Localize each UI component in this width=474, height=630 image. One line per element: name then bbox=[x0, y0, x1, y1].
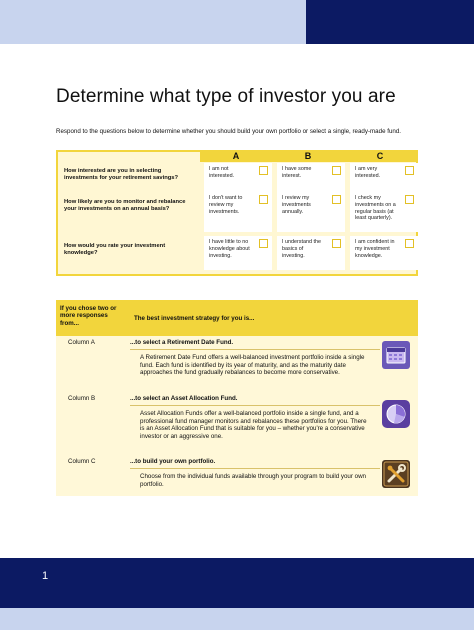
strategy-column-label: Column C bbox=[68, 458, 96, 465]
answer-checkbox[interactable] bbox=[259, 239, 268, 248]
strategy-description: Asset Allocation Funds offer a well-balanced portfolio inside a single fund, and a professional fund manager monitors and rebalances these portfolios for you. There is an Asset Allocation Fund that is suitable for you – whether you're a conservative investor or an aggressive one. bbox=[140, 410, 367, 440]
header-band-dark bbox=[306, 0, 474, 44]
calendar-icon bbox=[382, 341, 410, 369]
answer-checkbox[interactable] bbox=[405, 239, 414, 248]
answer-checkbox[interactable] bbox=[332, 166, 341, 175]
strategy-header-left: If you chose two or more responses from... bbox=[60, 305, 117, 327]
answer-option-b[interactable] bbox=[277, 192, 345, 232]
question-label: How would you rate your investment knowledge? bbox=[64, 243, 166, 256]
answer-text: I am not interested. bbox=[209, 166, 235, 179]
answer-text: I have some interest. bbox=[282, 166, 312, 179]
answer-text: I check my investments on a regular basis (at least quarterly). bbox=[355, 195, 396, 222]
question-label: How interested are you in selecting investments for your retirement savings? bbox=[64, 168, 179, 181]
page-number: 1 bbox=[42, 570, 49, 582]
strategy-header-right: The best investment strategy for you is... bbox=[134, 315, 255, 322]
answer-checkbox[interactable] bbox=[259, 166, 268, 175]
strategy-title: ...to select a Retirement Date Fund. bbox=[130, 339, 234, 346]
strategy-description: Choose from the individual funds available through your program to build your own portfolio. bbox=[140, 473, 366, 488]
page-title: Determine what type of investor you are bbox=[56, 86, 396, 107]
answer-text: I don't want to review my investments. bbox=[209, 195, 243, 215]
strategy-title: ...to select an Asset Allocation Fund. bbox=[130, 395, 238, 402]
answer-option-b[interactable] bbox=[277, 236, 345, 270]
column-header-a: A bbox=[200, 150, 272, 162]
strategy-description: A Retirement Date Fund offers a well-balanced investment portfolio inside a single fund. Each fund is identified by its year of maturity, and as the maturity date approaches the fund gradually rebalances to become more conservative. bbox=[140, 354, 365, 377]
divider bbox=[130, 349, 380, 350]
answer-checkbox[interactable] bbox=[405, 195, 414, 204]
answer-text: I review my investments annually. bbox=[282, 195, 311, 215]
strategy-column-label: Column A bbox=[68, 339, 95, 346]
strategy-column-label: Column B bbox=[68, 395, 96, 402]
answer-text: I am confident in my investment knowledge. bbox=[355, 239, 395, 259]
footer-band-light bbox=[0, 608, 474, 630]
answer-option-c[interactable] bbox=[350, 192, 418, 232]
divider bbox=[130, 405, 380, 406]
answer-text: I am very interested. bbox=[355, 166, 381, 179]
answer-option-a[interactable] bbox=[204, 192, 272, 232]
answer-checkbox[interactable] bbox=[405, 166, 414, 175]
answer-text: I have little to no knowledge about investing. bbox=[209, 239, 250, 259]
answer-text: I understand the basics of investing. bbox=[282, 239, 321, 259]
questionnaire-column-headers bbox=[200, 150, 416, 162]
footer-band-dark bbox=[0, 558, 474, 608]
pie-chart-icon bbox=[382, 400, 410, 428]
column-header-b: B bbox=[272, 150, 344, 162]
divider bbox=[130, 468, 380, 469]
answer-option-a[interactable] bbox=[204, 236, 272, 270]
strategy-title: ...to build your own portfolio. bbox=[130, 458, 216, 465]
question-label: How likely are you to monitor and rebalance your investments on an annual basis? bbox=[64, 199, 186, 212]
intro-text: Respond to the questions below to determine whether you should build your own portfolio or select a single, ready-made fund. bbox=[56, 128, 401, 135]
column-header-c: C bbox=[344, 150, 416, 162]
answer-checkbox[interactable] bbox=[332, 239, 341, 248]
tools-icon bbox=[382, 460, 410, 488]
answer-option-c[interactable] bbox=[350, 236, 418, 270]
answer-checkbox[interactable] bbox=[259, 195, 268, 204]
answer-checkbox[interactable] bbox=[332, 195, 341, 204]
